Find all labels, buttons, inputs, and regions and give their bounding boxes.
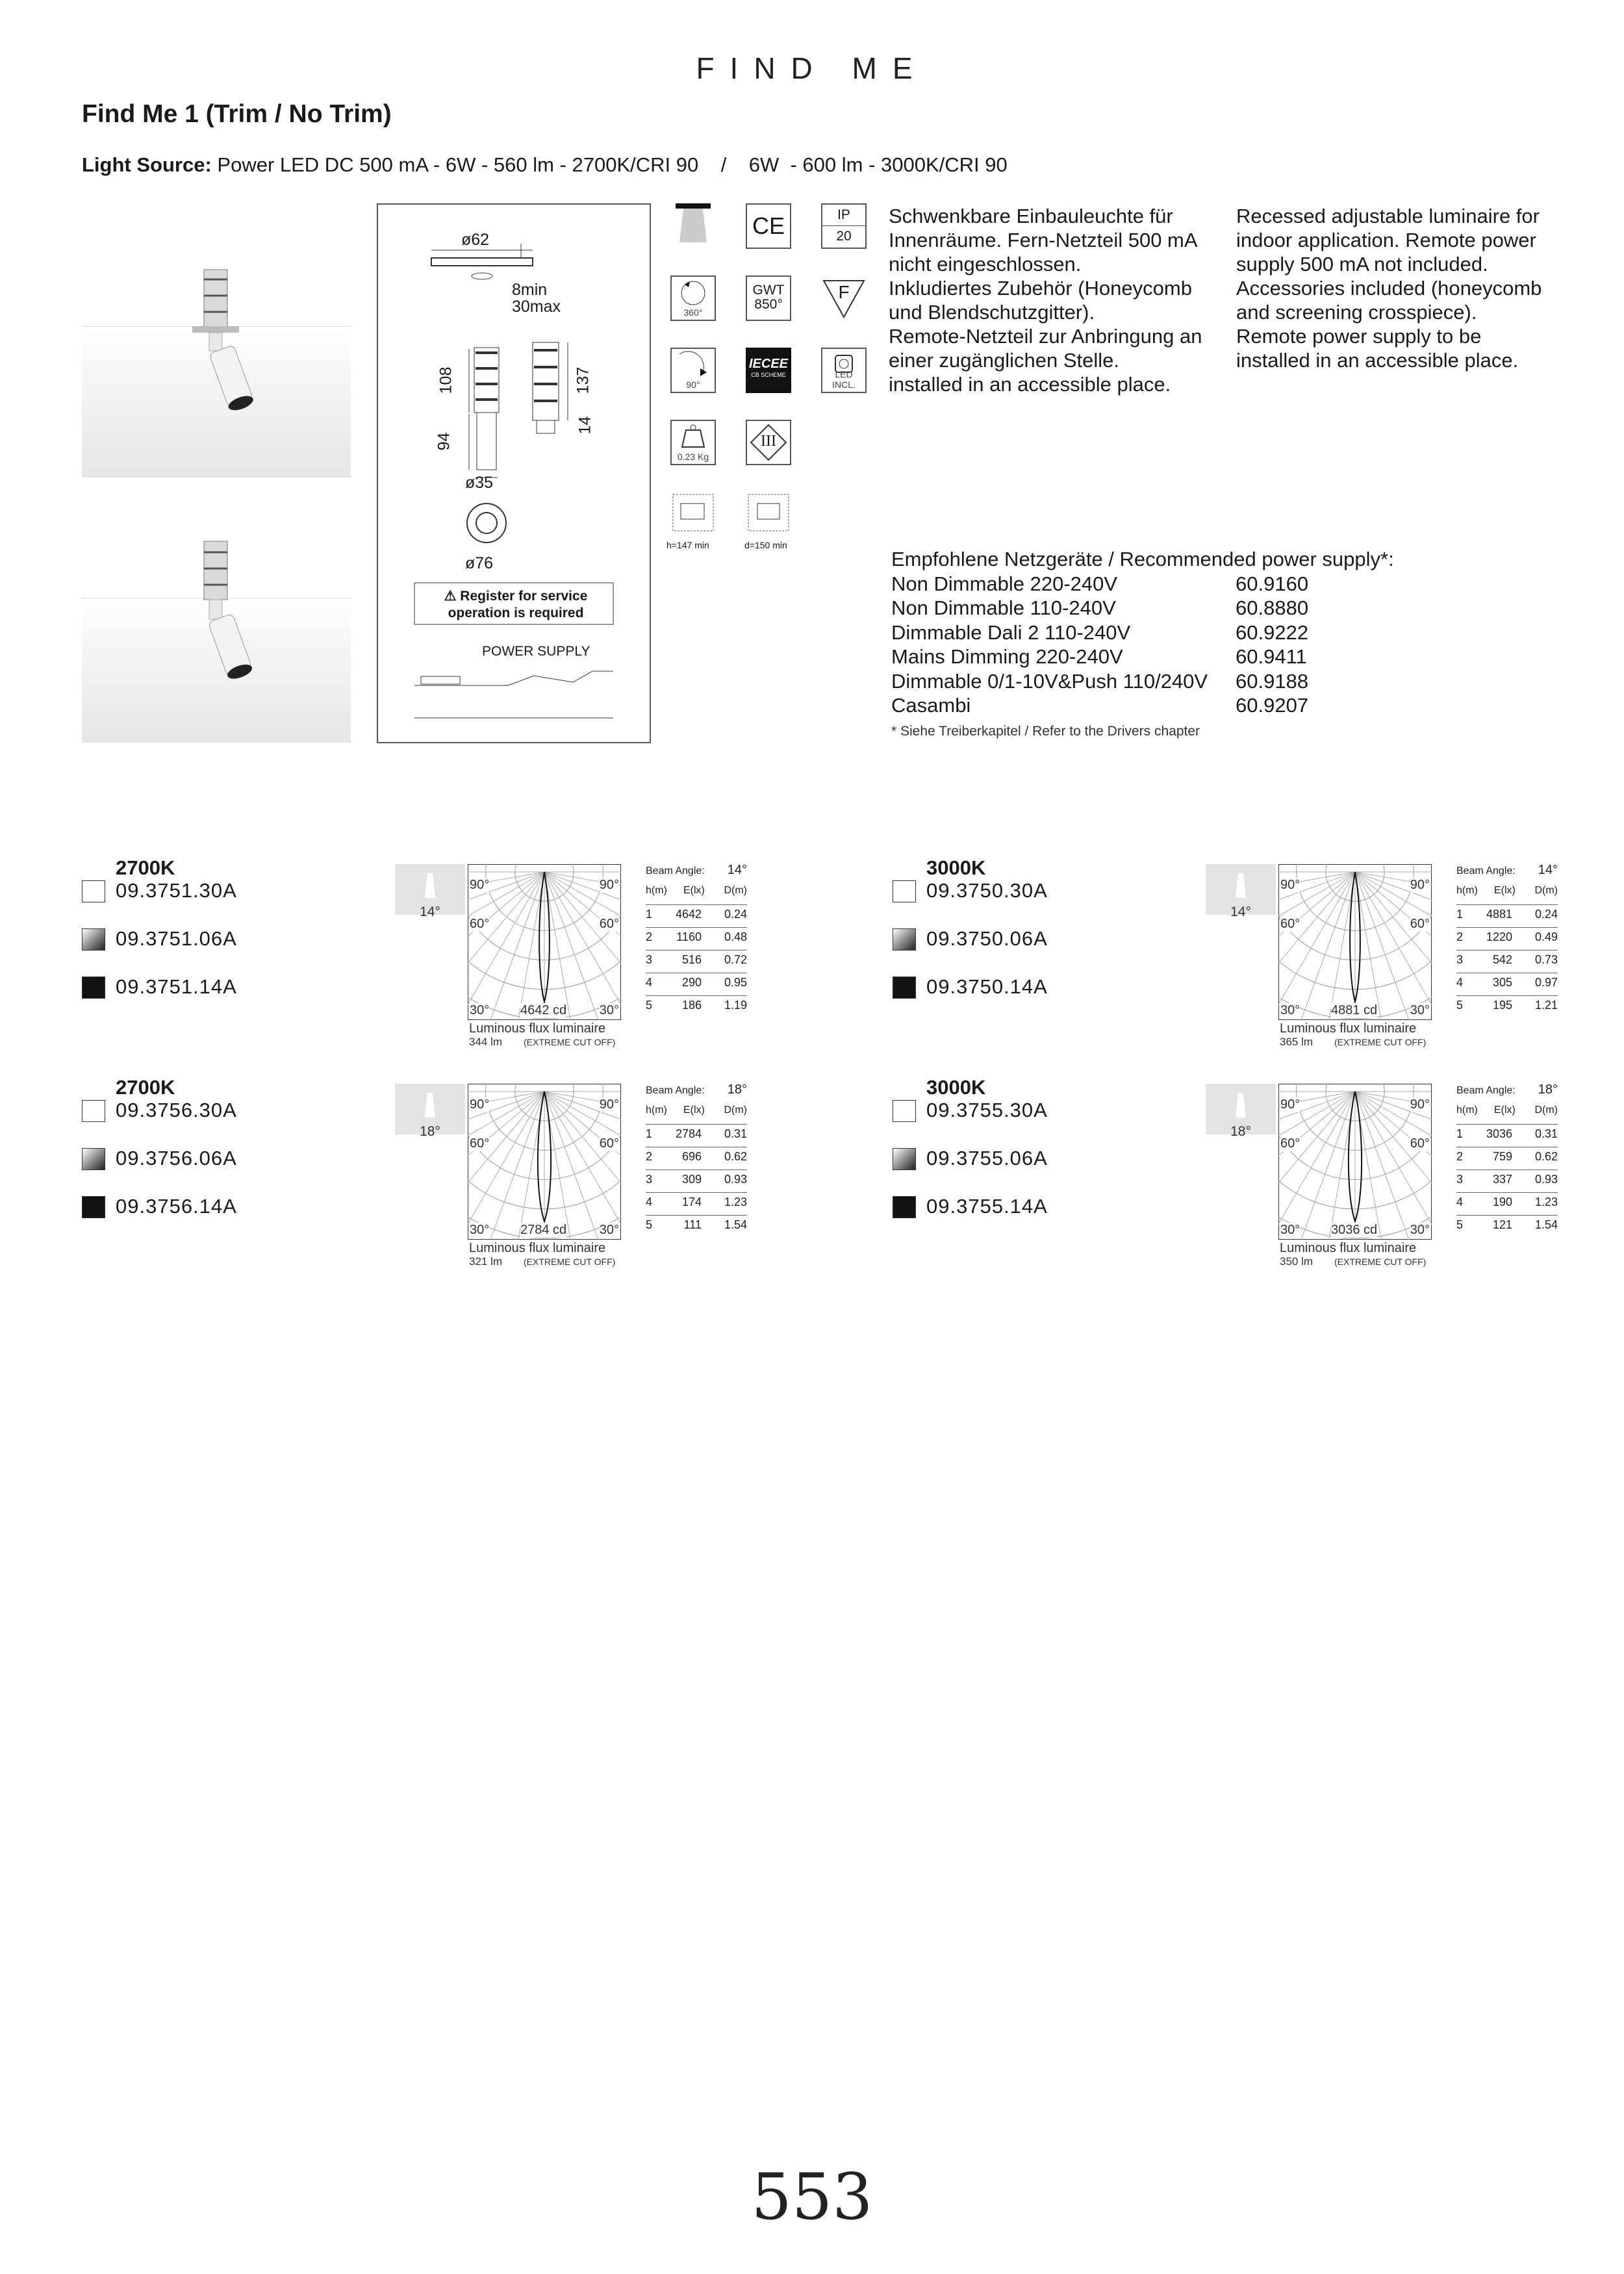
cell-diameter: 1.23 [724, 1195, 747, 1208]
luminous-flux-value: 344 lm [469, 1036, 503, 1048]
table-header-row [646, 1102, 747, 1125]
col-header: E(lx) [683, 1105, 705, 1116]
polar-angle-90-left: 90° [470, 1097, 490, 1112]
polar-angle-60-right: 60° [599, 1136, 619, 1151]
polar-angle-60-right: 60° [1410, 1136, 1430, 1151]
iecee-label: IECEE [748, 357, 789, 371]
ce-mark-icon [746, 203, 791, 249]
cell-illuminance: 190 [1492, 1195, 1512, 1208]
iecee-sub-label: CB SCHEME [751, 372, 786, 378]
power-supply-row [891, 669, 1394, 694]
polar-grid [468, 1084, 621, 1240]
power-supply-row [891, 645, 1394, 669]
peak-intensity: 4642 cd [520, 1003, 567, 1017]
cell-illuminance: 2784 [675, 1127, 702, 1140]
finish-swatch [82, 1148, 105, 1170]
luminous-flux-value: 365 lm [1280, 1036, 1313, 1048]
cell-height: 5 [646, 1218, 653, 1231]
protection-class-label: III [761, 433, 776, 450]
polar-angle-30-right: 30° [599, 1223, 619, 1237]
ip-value: 20 [836, 229, 852, 244]
illuminance-table [1456, 1082, 1558, 1238]
cell-illuminance: 174 [681, 1195, 702, 1208]
table-header-row [1456, 882, 1558, 905]
weight-icon [670, 420, 716, 465]
variant-code-text: 09.3756.06A [116, 1147, 237, 1169]
variant-color-temp: 3000K [926, 1076, 986, 1099]
cell-illuminance: 305 [1492, 976, 1512, 989]
cell-diameter: 0.93 [724, 1173, 747, 1186]
dim-diameter-35: ø35 [465, 474, 494, 492]
beam-angle-badge: 14° [1230, 904, 1251, 919]
description-german: Schwenkbare Einbauleuchte für Innenräume. Fern-Netzteil 500 mA nicht eingeschlossen. Inkludiertes Zubehör (Honeycomb und Blendschutzgitter). Remote-Netzteil zur Anbringung an einer zugänglichen Stelle. installed in an accessible place. [889, 205, 1202, 396]
variant-color-temp: 3000K [926, 856, 986, 879]
cell-diameter: 0.49 [1534, 930, 1558, 943]
finish-swatch [82, 977, 105, 999]
polar-grid [1278, 864, 1432, 1020]
glow-wire-label: GWT 850° [752, 283, 785, 312]
cell-diameter: 1.21 [1534, 999, 1558, 1012]
finish-swatch [82, 880, 105, 902]
polar-spoke [1355, 1092, 1391, 1240]
cell-height: 3 [646, 1173, 653, 1186]
finish-swatch [82, 928, 105, 951]
polar-angle-90-left: 90° [1280, 1097, 1300, 1112]
table-row [1456, 1193, 1558, 1216]
polar-diagram [1278, 864, 1432, 1020]
variant-code-text: 09.3755.06A [926, 1147, 1048, 1169]
recess-distance-icon [744, 492, 791, 550]
variant-code-text: 09.3756.14A [116, 1195, 237, 1218]
cell-diameter: 0.31 [1534, 1127, 1558, 1140]
polar-diagram [468, 864, 621, 1020]
tilt-90-icon [670, 348, 716, 393]
cell-illuminance: 337 [1492, 1173, 1512, 1186]
cell-illuminance: 290 [681, 976, 702, 989]
beam-angle-badge: 14° [420, 904, 440, 919]
peak-intensity: 4881 cd [1331, 1003, 1378, 1017]
product-title: Find Me 1 (Trim / No Trim) [82, 100, 392, 128]
beam-angle-badge: 18° [1230, 1124, 1251, 1139]
beam-angle-icon [1206, 1084, 1276, 1139]
cell-diameter: 0.72 [724, 953, 747, 966]
cell-diameter: 0.93 [1534, 1173, 1558, 1186]
beam-angle-value: 18° [727, 1082, 747, 1097]
cell-diameter: 1.19 [724, 999, 747, 1012]
polar-angle-30-right: 30° [1410, 1223, 1430, 1237]
polar-angle-90-right: 90° [599, 1097, 619, 1112]
beam-angle-badge: 18° [420, 1124, 440, 1139]
table-header-row [1456, 1102, 1558, 1125]
illuminance-table [1456, 863, 1558, 1018]
cell-diameter: 0.73 [1534, 953, 1558, 966]
table-row [1456, 1216, 1558, 1238]
beam-angle-label: Beam Angle: [1456, 865, 1516, 876]
polar-diagram [1278, 1084, 1432, 1240]
polar-spoke [544, 1092, 615, 1240]
polar-spoke [509, 1092, 544, 1240]
dim-height-137: 137 [574, 366, 592, 394]
variant-code-text: 09.3751.06A [116, 927, 237, 950]
product-variant [811, 1076, 1616, 1284]
table-row [1456, 996, 1558, 1018]
polar-spoke [544, 1092, 580, 1240]
illuminance-table [646, 1082, 747, 1238]
cell-height: 5 [1456, 999, 1464, 1012]
polar-grid [1278, 1084, 1432, 1240]
power-supply-section [891, 547, 1394, 718]
cell-illuminance: 1160 [676, 930, 702, 943]
finish-swatch [82, 1100, 105, 1122]
brand-title: FIND ME [696, 51, 928, 85]
cell-diameter: 0.24 [724, 908, 747, 921]
product-photo-no-trim-drawing [82, 538, 351, 742]
psu-code: 60.9411 [1236, 645, 1307, 668]
led-included-icon [821, 348, 867, 393]
polar-angle-60-left: 60° [470, 917, 490, 931]
cell-height: 3 [646, 953, 653, 966]
cell-height: 1 [646, 1127, 653, 1140]
ip-label: IP [822, 205, 865, 226]
cutoff-label: (EXTREME CUT OFF) [524, 1037, 616, 1047]
dim-mount-thickness: 8min 30max [512, 281, 561, 316]
peak-intensity: 3036 cd [1331, 1223, 1378, 1237]
polar-spoke [1319, 1092, 1355, 1240]
polar-angle-30-right: 30° [1410, 1003, 1430, 1017]
finish-swatch [893, 1196, 916, 1218]
cell-height: 3 [1456, 1173, 1464, 1186]
power-supply-label: POWER SUPPLY [482, 644, 590, 659]
cell-illuminance: 542 [1492, 953, 1512, 966]
f-mark-label: F [838, 282, 850, 302]
glow-wire-icon [746, 275, 791, 321]
col-header: D(m) [1534, 1105, 1558, 1116]
col-header: h(m) [1456, 885, 1478, 896]
cell-diameter: 0.48 [724, 930, 747, 943]
polar-spoke [1355, 1092, 1425, 1240]
cutoff-label: (EXTREME CUT OFF) [1334, 1037, 1427, 1047]
dim-height-94: 94 [435, 432, 453, 451]
table-row [646, 996, 747, 1018]
table-row [646, 1216, 747, 1238]
psu-code: 60.9207 [1236, 694, 1309, 717]
table-row [1456, 1170, 1558, 1193]
polar-angle-90-right: 90° [599, 878, 619, 892]
light-source-line [82, 153, 1008, 177]
variant-code-text: 09.3750.14A [926, 975, 1048, 998]
polar-angle-90-right: 90° [1410, 878, 1430, 892]
cell-diameter: 1.23 [1534, 1195, 1558, 1208]
table-row [646, 1170, 747, 1193]
luminous-flux-value: 350 lm [1280, 1255, 1313, 1268]
rotation-label: 360° [683, 307, 703, 318]
table-row [1456, 1125, 1558, 1147]
cell-illuminance: 759 [1492, 1150, 1512, 1163]
cell-illuminance: 1220 [1486, 930, 1512, 943]
polar-spoke [1285, 872, 1355, 1020]
led-included-label: LED INCL. [832, 369, 856, 390]
cell-diameter: 0.62 [1534, 1150, 1558, 1163]
polar-spoke [474, 1092, 544, 1240]
cell-illuminance: 4642 [675, 908, 702, 921]
product-variant [811, 856, 1616, 1064]
psu-code: 60.8880 [1236, 596, 1309, 619]
beam-angle-value: 18° [1538, 1082, 1558, 1097]
dim-diameter-62: ø62 [461, 231, 490, 249]
polar-angle-30-left: 30° [1280, 1223, 1300, 1237]
cell-height: 2 [646, 1150, 653, 1163]
recess-height-label: h=147 min [666, 540, 709, 550]
product-variant [0, 1076, 806, 1284]
cell-illuminance: 516 [681, 953, 702, 966]
power-supply-row [891, 596, 1394, 620]
cell-height: 5 [1456, 1218, 1464, 1231]
cell-height: 5 [646, 999, 653, 1012]
psu-name: Casambi [891, 694, 971, 717]
polar-angle-30-left: 30° [470, 1003, 490, 1017]
beam-angle-value: 14° [727, 863, 747, 877]
polar-angle-30-left: 30° [1280, 1003, 1300, 1017]
cell-diameter: 0.97 [1534, 976, 1558, 989]
polar-angle-30-left: 30° [470, 1223, 490, 1237]
variant-code-text: 09.3750.30A [926, 879, 1048, 902]
polar-spoke [1285, 1092, 1355, 1240]
cell-illuminance: 121 [1492, 1218, 1512, 1231]
table-row [1456, 905, 1558, 928]
peak-intensity: 2784 cd [520, 1223, 567, 1237]
f-mark-icon [821, 275, 867, 321]
psu-code: 60.9160 [1236, 572, 1309, 595]
psu-code: 60.9222 [1236, 620, 1309, 644]
psu-name: Non Dimmable 220-240V [891, 572, 1118, 595]
dim-height-14: 14 [576, 416, 594, 435]
col-header: D(m) [724, 1105, 747, 1116]
beam-angle-label: Beam Angle: [646, 1085, 705, 1096]
cell-height: 4 [1456, 1195, 1464, 1208]
psu-code: 60.9188 [1236, 669, 1309, 693]
beam-angle-icon [395, 864, 465, 919]
beam-angle-label: Beam Angle: [1456, 1085, 1516, 1096]
variant-code-text: 09.3750.06A [926, 927, 1048, 950]
finish-swatch [82, 1196, 105, 1218]
product-photo-trim-drawing [82, 266, 351, 477]
cell-illuminance: 186 [681, 999, 702, 1012]
table-row [1456, 951, 1558, 973]
col-header: E(lx) [683, 885, 705, 896]
table-header-row [646, 882, 747, 905]
psu-name: Non Dimmable 110-240V [891, 596, 1116, 619]
polar-angle-30-right: 30° [599, 1003, 619, 1017]
power-supply-row [891, 620, 1394, 645]
cell-height: 4 [646, 1195, 653, 1208]
table-row [646, 905, 747, 928]
power-supply-row [891, 693, 1394, 718]
cell-illuminance: 696 [681, 1150, 702, 1163]
table-row [1456, 928, 1558, 951]
luminous-flux-label: Luminous flux luminaire [1280, 1241, 1417, 1255]
cutoff-label: (EXTREME CUT OFF) [524, 1257, 616, 1267]
col-header: h(m) [646, 1105, 667, 1116]
polar-angle-60-left: 60° [470, 1136, 490, 1151]
warning-note [418, 588, 613, 622]
col-header: D(m) [724, 885, 747, 896]
power-supply-row [891, 572, 1394, 596]
luminous-flux-label: Luminous flux luminaire [469, 1241, 606, 1255]
cell-illuminance: 3036 [1486, 1127, 1512, 1140]
polar-angle-90-left: 90° [1280, 878, 1300, 892]
finish-swatch [893, 1148, 916, 1170]
cell-height: 2 [646, 930, 653, 943]
cell-diameter: 1.54 [1534, 1218, 1558, 1231]
finish-swatch [893, 880, 916, 902]
beam-angle-label: Beam Angle: [646, 865, 705, 876]
variant-code-text: 09.3751.14A [116, 975, 237, 998]
cell-diameter: 1.54 [724, 1218, 747, 1231]
weight-label: 0.23 Kg [677, 452, 709, 462]
polar-angle-60-right: 60° [599, 917, 619, 931]
ip-rating-icon [821, 203, 867, 249]
cell-illuminance: 4881 [1486, 908, 1512, 921]
variant-color-temp: 2700K [116, 856, 175, 879]
psu-name: Dimmable 0/1-10V&Push 110/240V [891, 669, 1208, 693]
cutoff-label: (EXTREME CUT OFF) [1334, 1257, 1427, 1267]
polar-spoke [1355, 872, 1425, 1020]
recess-height-icon [666, 492, 716, 550]
luminous-flux-value: 321 lm [469, 1255, 503, 1268]
luminous-flux-label: Luminous flux luminaire [1280, 1021, 1417, 1036]
polar-angle-60-left: 60° [1280, 917, 1300, 931]
cell-illuminance: 309 [681, 1173, 702, 1186]
variant-code-text: 09.3756.30A [116, 1099, 237, 1121]
cell-illuminance: 195 [1492, 999, 1512, 1012]
light-source-value: Power LED DC 500 mA - 6W - 560 lm - 2700K/CRI 90 / 6W - 600 lm - 3000K/CRI 90 [217, 153, 1008, 176]
page-number: 553 [751, 2160, 873, 2234]
illuminance-table [646, 863, 747, 1018]
product-variant [0, 856, 806, 1064]
description-english: Recessed adjustable luminaire for indoor application. Remote power supply 500 mA not included. Accessories included (honeycomb and screening crosspiece). Remote power supply to be installed in an accessible place. [1236, 205, 1542, 372]
cell-height: 1 [646, 908, 653, 921]
polar-spoke [474, 872, 544, 1020]
polar-angle-60-left: 60° [1280, 1136, 1300, 1151]
cell-height: 2 [1456, 930, 1464, 943]
finish-swatch [893, 928, 916, 951]
polar-angle-90-right: 90° [1410, 1097, 1430, 1112]
polar-diagram [468, 1084, 621, 1240]
cell-height: 3 [1456, 953, 1464, 966]
polar-angle-60-right: 60° [1410, 917, 1430, 931]
table-row [646, 973, 747, 996]
cell-height: 4 [646, 976, 653, 989]
col-header: h(m) [1456, 1105, 1478, 1116]
polar-grid [468, 864, 621, 1020]
table-row [1456, 973, 1558, 996]
cell-diameter: 0.24 [1534, 908, 1558, 921]
warning-icon: ⚠ [444, 589, 457, 604]
col-header: E(lx) [1494, 885, 1516, 896]
cell-height: 4 [1456, 976, 1464, 989]
cell-height: 1 [1456, 1127, 1464, 1140]
finish-swatch [893, 977, 916, 999]
rotation-360-icon [670, 275, 716, 321]
beam-angle-icon [395, 1084, 465, 1139]
cell-diameter: 0.62 [724, 1150, 747, 1163]
dim-diameter-76: ø76 [465, 554, 494, 572]
table-row [646, 1193, 747, 1216]
luminous-flux-label: Luminous flux luminaire [469, 1021, 606, 1036]
cell-illuminance: 111 [683, 1218, 702, 1231]
cell-diameter: 0.31 [724, 1127, 747, 1140]
iecee-cb-icon [746, 348, 791, 393]
power-supply-heading: Empfohlene Netzgeräte / Recommended power supply*: [891, 548, 1394, 570]
finish-swatch [893, 1100, 916, 1122]
col-header: h(m) [646, 885, 667, 896]
variant-code-text: 09.3755.30A [926, 1099, 1048, 1121]
psu-name: Mains Dimming 220-240V [891, 645, 1123, 668]
beam-angle-value: 14° [1538, 863, 1558, 877]
col-header: E(lx) [1494, 1105, 1516, 1116]
protection-class-3-icon [746, 420, 791, 465]
variant-code-text: 09.3751.30A [116, 879, 237, 902]
power-supply-footnote: * Siehe Treiberkapitel / Refer to the Drivers chapter [891, 724, 1200, 739]
table-row [646, 928, 747, 951]
light-source-label: Light Source: [82, 153, 212, 176]
polar-angle-90-left: 90° [470, 878, 490, 892]
table-row [646, 951, 747, 973]
table-row [646, 1125, 747, 1147]
cell-height: 1 [1456, 908, 1464, 921]
cell-diameter: 0.95 [724, 976, 747, 989]
variant-code-text: 09.3755.14A [926, 1195, 1048, 1218]
beam-angle-icon [1206, 864, 1276, 919]
cell-height: 2 [1456, 1150, 1464, 1163]
psu-name: Dimmable Dali 2 110-240V [891, 620, 1131, 644]
tilt-label: 90° [686, 379, 700, 390]
ce-mark-label: CE [752, 212, 785, 239]
track-icon [670, 203, 716, 249]
variant-color-temp: 2700K [116, 1076, 175, 1099]
warning-text: Register for service operation is required [448, 589, 588, 620]
col-header: D(m) [1534, 885, 1558, 896]
dimension-drawing [377, 203, 651, 743]
table-row [1456, 1147, 1558, 1170]
polar-spoke [544, 872, 615, 1020]
dim-height-108: 108 [437, 366, 455, 394]
recess-distance-label: d=150 min [744, 540, 787, 550]
table-row [646, 1147, 747, 1170]
